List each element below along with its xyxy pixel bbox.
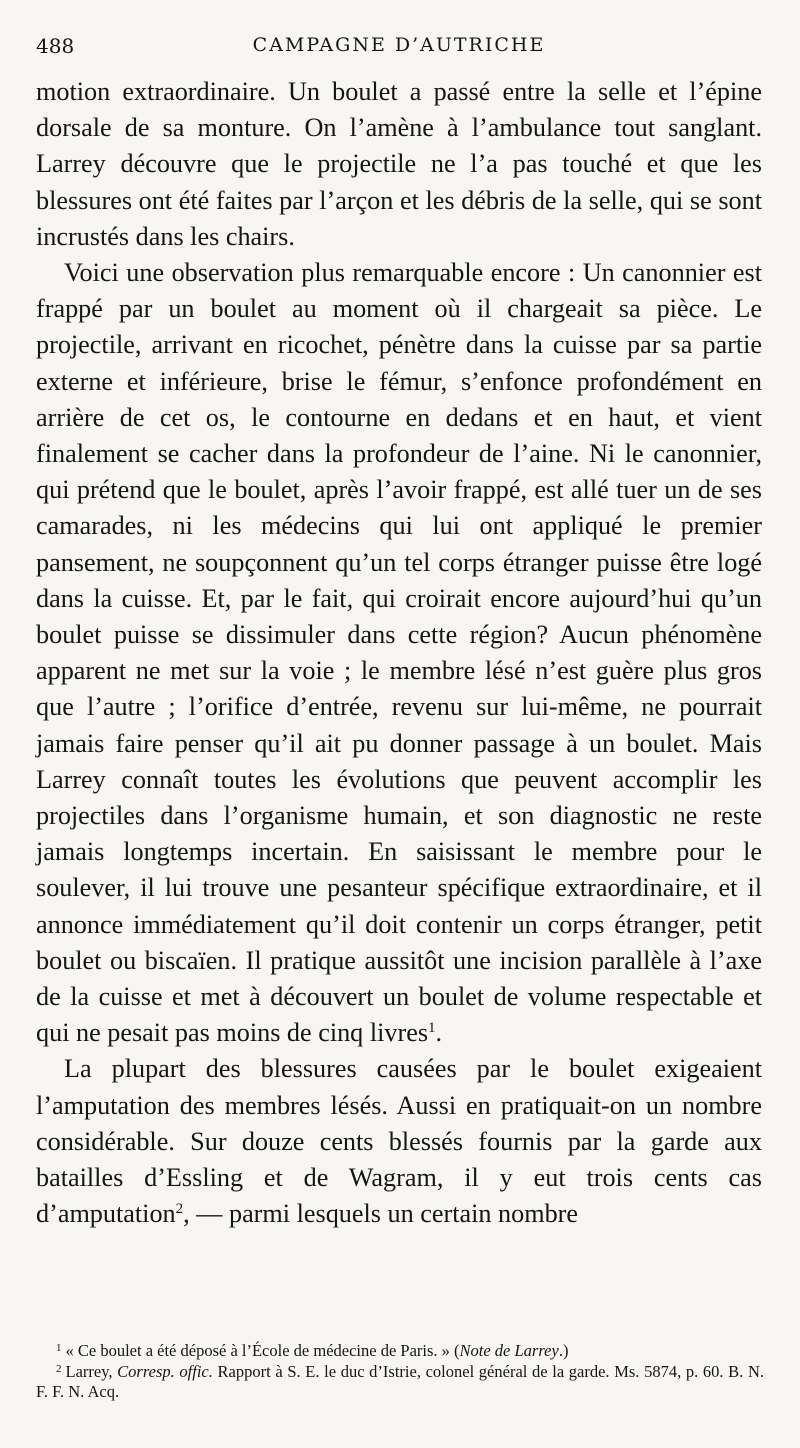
footnote-reference: 1 [428, 1020, 436, 1037]
running-head [36, 28, 762, 68]
page-number: 488 [36, 34, 75, 58]
paragraph-text: Voici une observation plus remarquable encore : Un canonnier est frappé par un boulet au moment où il chargeait sa pièce. Le projectile, arrivant en ricochet, pénètre dans la cuisse par sa partie externe et inférieure, brise le fémur, s’enfonce profondément en arrière de cet os, le contourne en dedans et en haut, et vient finalement se cacher dans la profondeur de l’aine. Ni le canonnier, qui prétend que le boulet, après l’avoir frappé, est allé tuer un de ses camarades, ni les médecins qui lui ont appliqué le premier pansement, ne soupçonnent qu’un tel corps étranger puisse être logé dans la cuisse. Et, par le fait, qui croirait encore aujourd’hui qu’un boulet puisse se dissimuler dans cette région? Aucun phénomène apparent ne met sur la voie ; le membre lésé n’est guère plus gros que l’autre ; l’orifice d’entrée, revenu sur lui-même, ne pourrait jamais faire penser qu’il ait pu donner passage à un boulet. Mais Larrey connaît toutes les évolutions que peuvent accomplir les projectiles dans l’organisme humain, et son diagnostic ne reste jamais longtemps incertain. En saisissant le membre pour le soulever, il lui trouve une pesanteur spécifique extraordinaire, et il annonce immédiatement qu’il doit contenir un corps étranger, petit boulet ou biscaïen. Il pratique aussitôt une incision parallèle à l’axe de la cuisse et met à découvert un boulet de volume respectable et qui ne pesait pas moins de cinq livres [36, 258, 762, 1048]
footnote-mark: 2 [56, 1362, 62, 1375]
footnote-2 [36, 1362, 764, 1403]
body-text [36, 74, 762, 1233]
paragraph-text: motion extraordinaire. Un boulet a passé entre la selle et l’épine dorsale de sa monture. On l’amène à l’ambulance tout sanglant. Larrey découvre que le projectile ne l’a pas touché et que les blessures ont été faites par l’arçon et les débris de la selle, qui se sont incrustés dans les chairs. [36, 77, 762, 251]
paragraph-amputations [36, 1051, 762, 1232]
footnotes [36, 1341, 764, 1403]
paragraph-text-end: . [435, 1018, 443, 1048]
paragraph-text-end: , — parmi lesquels un certain nombre [183, 1199, 579, 1229]
footnote-reference: 2 [175, 1201, 184, 1218]
footnote-mark: 1 [56, 1342, 62, 1354]
footnote-italic: Corresp. offic. [117, 1361, 213, 1381]
footnote-text: « Ce boulet a été déposé à l’École de médecine de Paris. » ( [65, 1341, 460, 1360]
footnote-italic: Note de Larrey [459, 1341, 559, 1360]
footnote-text-end: .) [558, 1341, 569, 1360]
footnote-text-end: Rapport à S. E. le duc d’Istrie, colonel général de la garde. Ms. 5874, p. 60. B. N. F. F. N. Acq. [36, 1361, 764, 1401]
paragraph-continuation [36, 74, 762, 255]
footnote-1 [36, 1341, 764, 1362]
paragraph-observation [36, 255, 762, 1051]
running-title: CAMPAGNE D’AUTRICHE [252, 34, 546, 56]
paragraph-text: La plupart des blessures causées par le boulet exigeaient l’amputation des membres lésés. Aussi en pratiquait-on un nombre considérable. Sur douze cents blessés fournis par la garde aux batailles d’Essling et de Wagram, il y eut trois cents cas d’amputation [36, 1054, 762, 1229]
footnote-text: Larrey, [65, 1361, 118, 1381]
